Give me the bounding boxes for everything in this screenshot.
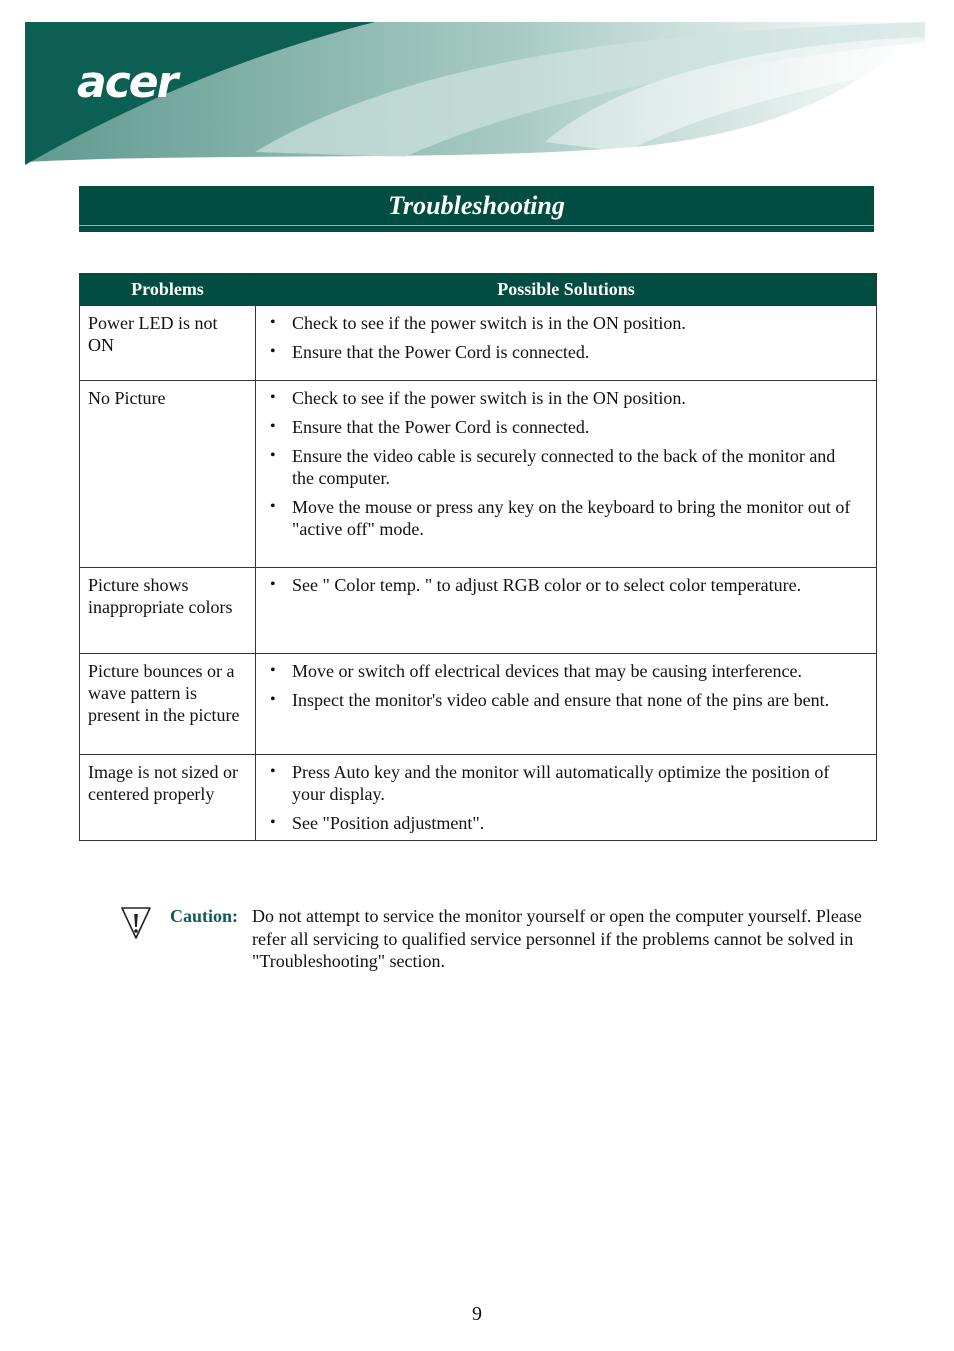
solution-item: • Move the mouse or press any key on the keyboard to bring the monitor out of "active off" mode.: [264, 496, 856, 540]
solution-item: • Move or switch off electrical devices that may be causing interference.: [264, 660, 856, 682]
solution-list: [264, 387, 856, 540]
title-divider: [79, 225, 874, 226]
caution-text: Do not attempt to service the monitor yourself or open the computer yourself. Please refer all servicing to qualified service personnel if the problems cannot be solved in "Troubleshooting" section.: [252, 906, 862, 971]
problem-cell: Picture bounces or a wave pattern is present in the picture: [80, 654, 256, 755]
solutions-cell: [256, 381, 877, 568]
solution-item: • Ensure that the Power Cord is connected.: [264, 341, 856, 363]
solution-item: • Ensure that the Power Cord is connected.: [264, 416, 856, 438]
solution-item: • See "Position adjustment".: [264, 812, 856, 834]
page-title: Troubleshooting: [388, 191, 565, 220]
column-header-problems: Problems: [80, 274, 256, 306]
header-banner: [25, 22, 925, 167]
table-header-row: [80, 274, 877, 306]
problem-cell: No Picture: [80, 381, 256, 568]
solution-list: [264, 574, 856, 596]
solution-item: • Check to see if the power switch is in the ON position.: [264, 387, 856, 409]
solution-item: • Check to see if the power switch is in the ON position.: [264, 312, 856, 334]
solution-list: [264, 312, 856, 363]
solution-item: • Inspect the monitor's video cable and ensure that none of the pins are bent.: [264, 689, 856, 711]
problem-cell: Power LED is not ON: [80, 306, 256, 381]
problem-cell: Image is not sized or centered properly: [80, 755, 256, 841]
table-row: [80, 755, 877, 841]
solutions-cell: [256, 568, 877, 654]
troubleshooting-table: [79, 273, 877, 841]
solution-item: • Press Auto key and the monitor will automatically optimize the position of your display.: [264, 761, 856, 805]
problem-cell: Picture shows inappropriate colors: [80, 568, 256, 654]
column-header-solutions: Possible Solutions: [256, 274, 877, 306]
solution-item: • See " Color temp. " to adjust RGB color or to select color temperature.: [264, 574, 856, 596]
section-title-bar: [79, 186, 874, 232]
solution-item: • Ensure the video cable is securely connected to the back of the monitor and the computer.: [264, 445, 856, 489]
table-row: [80, 654, 877, 755]
acer-logo: acer: [77, 57, 177, 108]
solution-list: [264, 761, 856, 834]
table-row: [80, 568, 877, 654]
page-number: 9: [472, 1303, 482, 1325]
solution-list: [264, 660, 856, 711]
table-row: [80, 381, 877, 568]
solutions-cell: [256, 306, 877, 381]
table-row: [80, 306, 877, 381]
solutions-cell: [256, 755, 877, 841]
caution-icon: [120, 905, 152, 941]
solutions-cell: [256, 654, 877, 755]
caution-label: Caution:: [170, 906, 239, 926]
